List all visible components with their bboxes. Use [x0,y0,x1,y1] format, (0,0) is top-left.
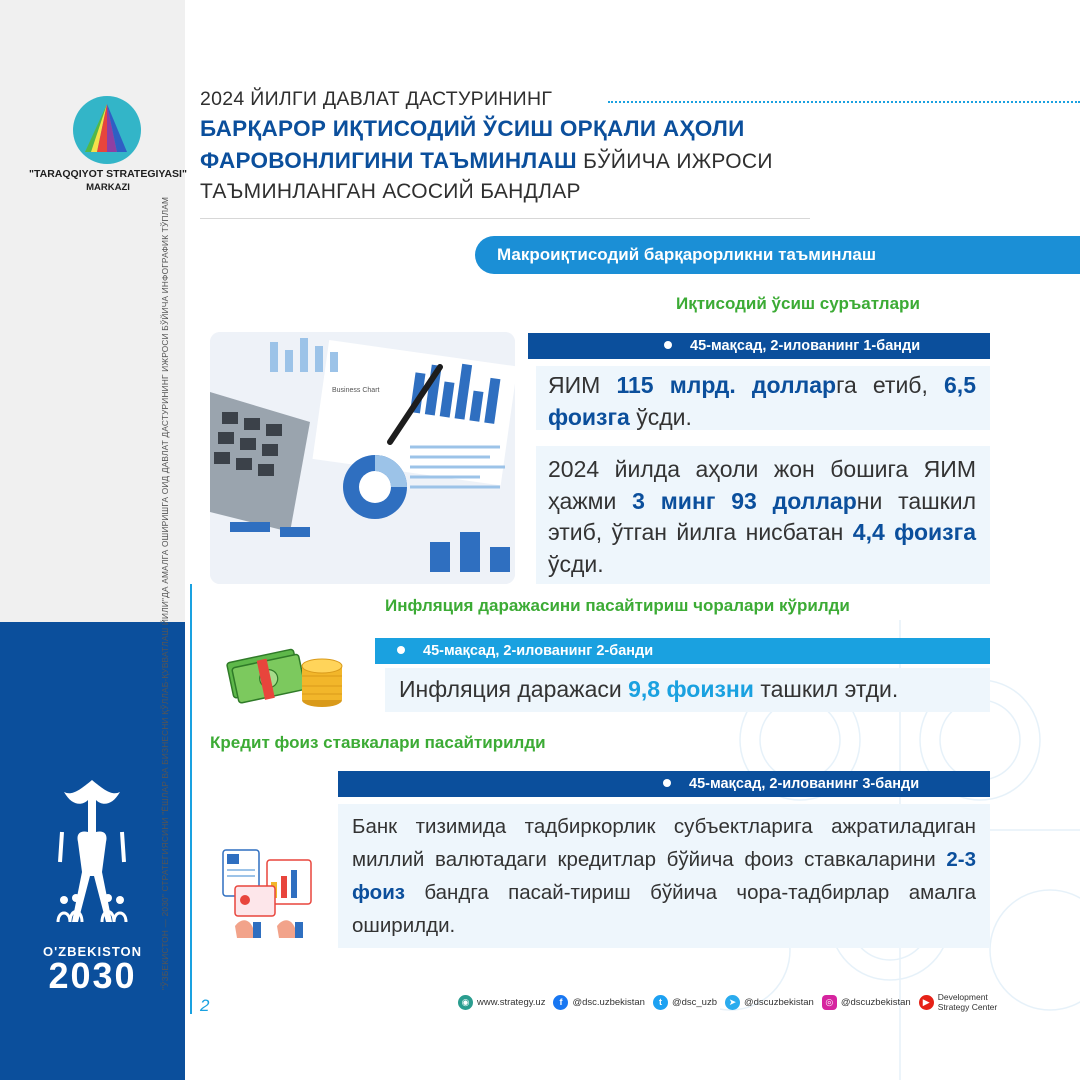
header-dotted-line [608,101,1080,103]
youtube-line1: Development [937,992,988,1002]
footer-social-links [458,990,998,1014]
card1-gdp-value: 115 млрд. доллар [616,372,837,398]
header-separator [200,218,810,219]
card2-text: ўсди. [548,550,604,577]
instagram-icon: ◎ [822,995,837,1010]
card2-text: 2024 йилда аҳоли жон бошига ЯИМ ҳажми [548,456,976,514]
card-inflation-value: 9,8 фоизни [628,676,754,702]
sidebar-top [0,0,185,622]
business-chart-photo [210,332,515,584]
youtube-text [938,992,998,1012]
card-inflation-text: Инфляция даражаси [399,676,629,702]
instagram-text: @dscuzbekistan [840,996,911,1008]
card2-text: ни ташкил этиб, ўтган йилга нисбатан [548,487,977,545]
telegram-link[interactable] [725,995,814,1010]
block1-goal-bar [528,333,990,359]
facebook-link[interactable] [553,995,644,1010]
header-line4: ТАЪМИНЛАНГАН АСОСИЙ БАНДЛАР [200,180,581,203]
youtube-icon: ▶ [919,995,934,1010]
card-inflation-text: ташкил этди. [753,676,899,702]
header-line1: 2024 ЙИЛГИ ДАВЛАТ ДАСТУРИНИНГ [200,88,553,110]
facebook-text: @dsc.uzbekistan [572,996,645,1008]
twitter-icon: t [653,995,668,1010]
block3-card [338,804,990,948]
block1-goal: 45-мақсад, 2-илованинг 1-банди [690,338,921,354]
section-title: Макроиқтисодий барқарорликни таъминлаш [475,236,1080,274]
youtube-link[interactable] [919,992,998,1012]
card1-growth-value: 6,5 фоизга [548,372,976,430]
block3-title: Кредит фоиз ставкалари пасайтирилди [210,733,546,752]
header-line2: БАРҚАРОР ИҚТИСОДИЙ ЎСИШ ОРҚАЛИ АҲОЛИ [200,116,745,141]
card-credit-text: бандга пасай-тириш бўйича чора-тадбирлар амалга оширилди. [352,881,976,937]
block1-card2 [536,446,990,584]
card-credit-value: 2-3 фоиз [352,848,976,904]
telegram-text: @dscuzbekistan [743,996,814,1008]
header-line3 [200,148,773,174]
chart-label: Business Chart [332,387,380,394]
header-line3-bold: ФАРОВОНЛИГИНИ ТАЪМИНЛАШ [200,148,577,173]
card2-gdp-per-capita: 3 минг 93 доллар [632,487,857,514]
facebook-icon: f [553,995,568,1010]
instagram-link[interactable] [822,995,911,1010]
website-text: www.strategy.uz [477,996,546,1008]
website-link[interactable] [458,995,545,1010]
page-number: 2 [200,996,210,1015]
telegram-icon: ➤ [725,995,740,1010]
block1-card1 [536,366,990,430]
block3-goal: 45-мақсад, 2-илованинг 3-банди [689,776,920,792]
card1-text: га етиб, [836,372,945,398]
bullet-dot-icon [663,779,671,787]
card-credit-text: Банк тизимида тадбиркорлик субъектларига ажратиладиган миллий валютадаги кредитлар бўйича фоиз ставкаларини [352,815,976,871]
block1-title: Иқтисодий ўсиш суръатлари [676,294,920,313]
card1-text: ўсди. [629,404,692,430]
card1-text: ЯИМ [548,372,617,398]
block3-goal-bar [338,771,990,797]
uzbekistan-2030-emblem-icon [42,772,142,942]
year-2030: 2030 [48,955,137,996]
money-coins-icon [222,636,347,712]
vertical-caption: "ЎЗБЕКИСТОН — 2030" СТРАТЕГИЯСИНИ "ЁШЛАР ВА БИЗНЕСНИ ҚЎЛЛАБ-ҚУВВАТЛАШ ЙИЛИ"ДА АМАЛГА ОШИРИШГА ОИД ДАВЛАТ ДАСТУРИНИНГ ИЖРОСИ БЎЙИЧА ИНФОГРАФИК ТЎПЛАМ [160,196,170,990]
globe-icon: ◉ [458,995,473,1010]
block2-goal-bar [375,638,990,664]
block2-title: Инфляция даражасини пасайтириш чоралари кўрилди [385,596,850,615]
vertical-divider [190,584,192,1014]
bullet-dot-icon [664,341,672,349]
block2-card [385,668,990,712]
org-name: "TARAQQIYOT STRATEGIYASI" [29,168,187,180]
card2-growth-value: 4,4 фоизга [852,519,976,545]
org-sub: MARKAZI [86,182,130,193]
youtube-line2: Strategy Center [937,1002,998,1012]
header-line3-normal: БЎЙИЧА ИЖРОСИ [576,150,773,173]
taraqqiyot-logo-icon [73,96,141,164]
twitter-text: @dsc_uzb [671,996,717,1008]
twitter-link[interactable] [653,995,717,1010]
uzbekistan-wordmark: O'ZBEKISTON [42,944,143,959]
documents-icon [215,842,315,942]
bullet-dot-icon [397,646,405,654]
block2-goal: 45-мақсад, 2-илованинг 2-банди [423,643,654,659]
